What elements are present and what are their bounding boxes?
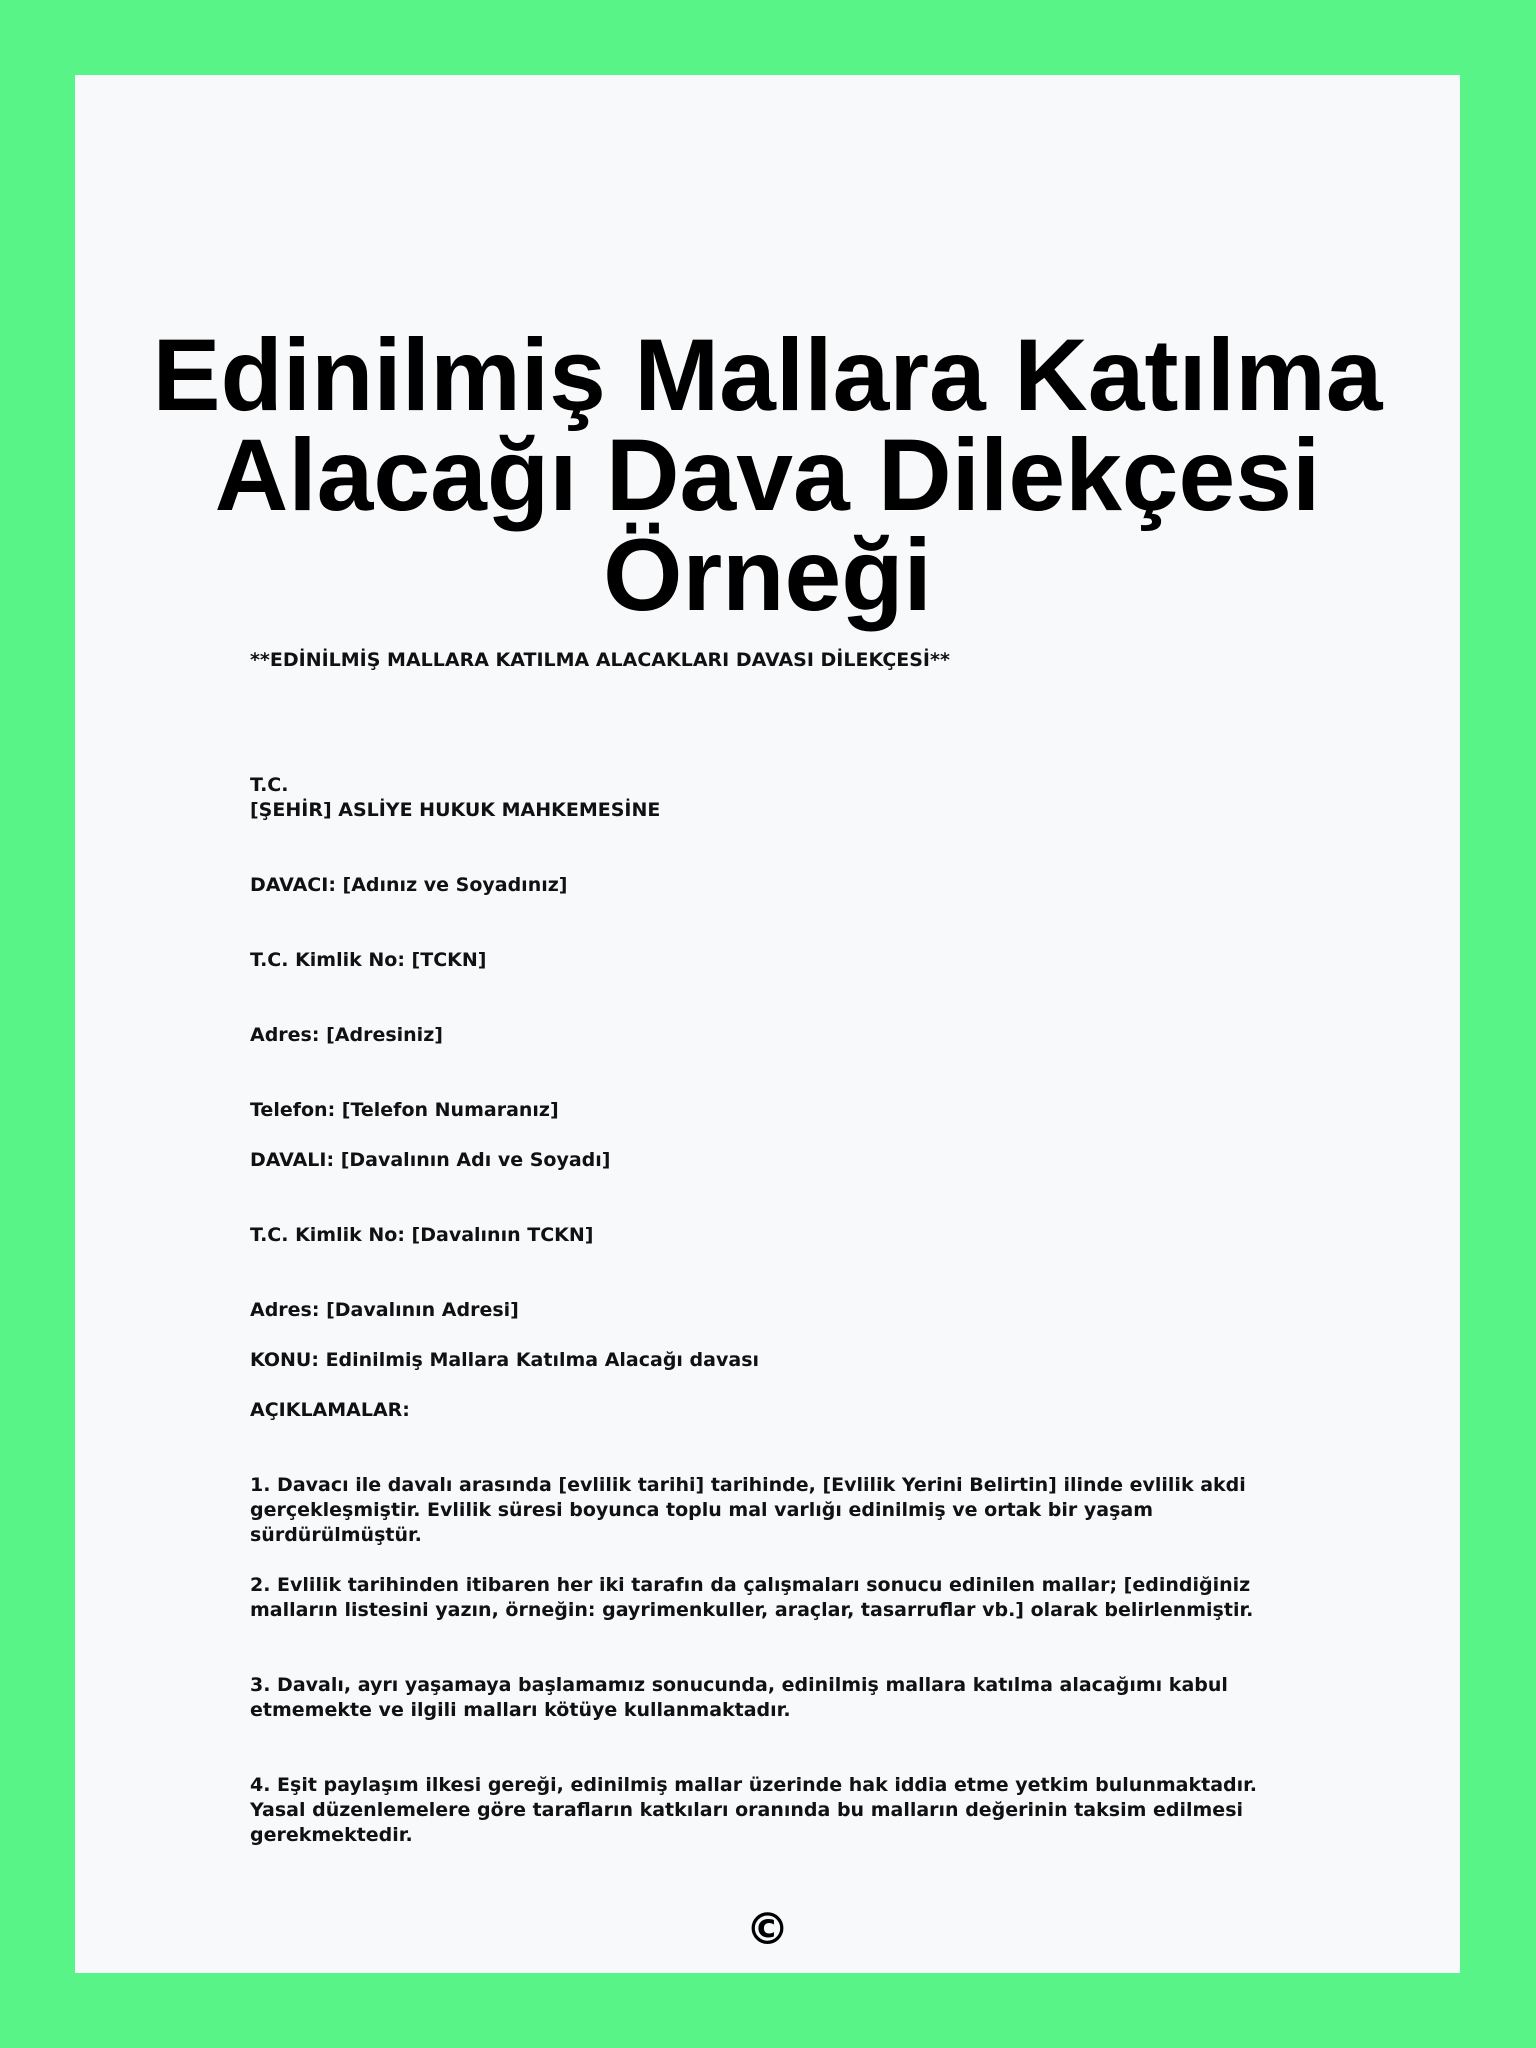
copyright-icon: ©	[745, 1904, 790, 1955]
explanation-item-4: 4. Eşit paylaşım ilkesi gereği, edinilmiş mallar üzerinde hak iddia etme yetkim bulunmaktadır. Yasal düzenlemelere göre tarafların katkıları oranında bu malların değerinin taksim edilmesi gerekmektedir.	[250, 1774, 1258, 1846]
defendant-id: T.C. Kimlik No: [Davalının TCKN]	[250, 1224, 594, 1246]
plaintiff-phone: Telefon: [Telefon Numaranız]	[250, 1099, 559, 1121]
explanations-label: AÇIKLAMALAR:	[250, 1399, 410, 1421]
plaintiff-name: DAVACI: [Adınız ve Soyadınız]	[250, 874, 568, 896]
court-name: [ŞEHİR] ASLİYE HUKUK MAHKEMESİNE	[250, 799, 661, 821]
petition-heading: **EDİNİLMİŞ MALLARA KATILMA ALACAKLARI DAVASI DİLEKÇESİ**	[250, 649, 950, 671]
explanation-item-2: 2. Evlilik tarihinden itibaren her iki tarafın da çalışmaları sonucu edinilen mallar; [edindiğiniz malların listesini yazın, örneğin: gayrimenkuller, araçlar, tasarruflar vb.] olarak belirlenmiştir.	[250, 1574, 1254, 1621]
explanation-item-3: 3. Davalı, ayrı yaşamaya başlamamız sonucunda, edinilmiş mallara katılma alacağımı kabul etmemekte ve ilgili malları kötüye kullanmaktadır.	[250, 1674, 1228, 1721]
page-title: Edinilmiş Mallara Katılma Alacağı Dava Dilekçesi Örneği	[152, 318, 1383, 632]
tc-label: T.C.	[250, 774, 289, 796]
subject-line: KONU: Edinilmiş Mallara Katılma Alacağı davası	[250, 1349, 760, 1371]
explanation-item-1: 1. Davacı ile davalı arasında [evlilik tarihi] tarihinde, [Evlilik Yerini Belirtin] ilinde evlilik akdi gerçekleşmiştir. Evlilik süresi boyunca toplu mal varlığı edinilmiş ve ortak bir yaşam sürdürülmüştür.	[250, 1474, 1246, 1546]
document-page	[75, 75, 1460, 1973]
plaintiff-id: T.C. Kimlik No: [TCKN]	[250, 949, 487, 971]
defendant-address: Adres: [Davalının Adresi]	[250, 1299, 519, 1321]
defendant-name: DAVALI: [Davalının Adı ve Soyadı]	[250, 1149, 611, 1171]
plaintiff-address: Adres: [Adresiniz]	[250, 1024, 443, 1046]
